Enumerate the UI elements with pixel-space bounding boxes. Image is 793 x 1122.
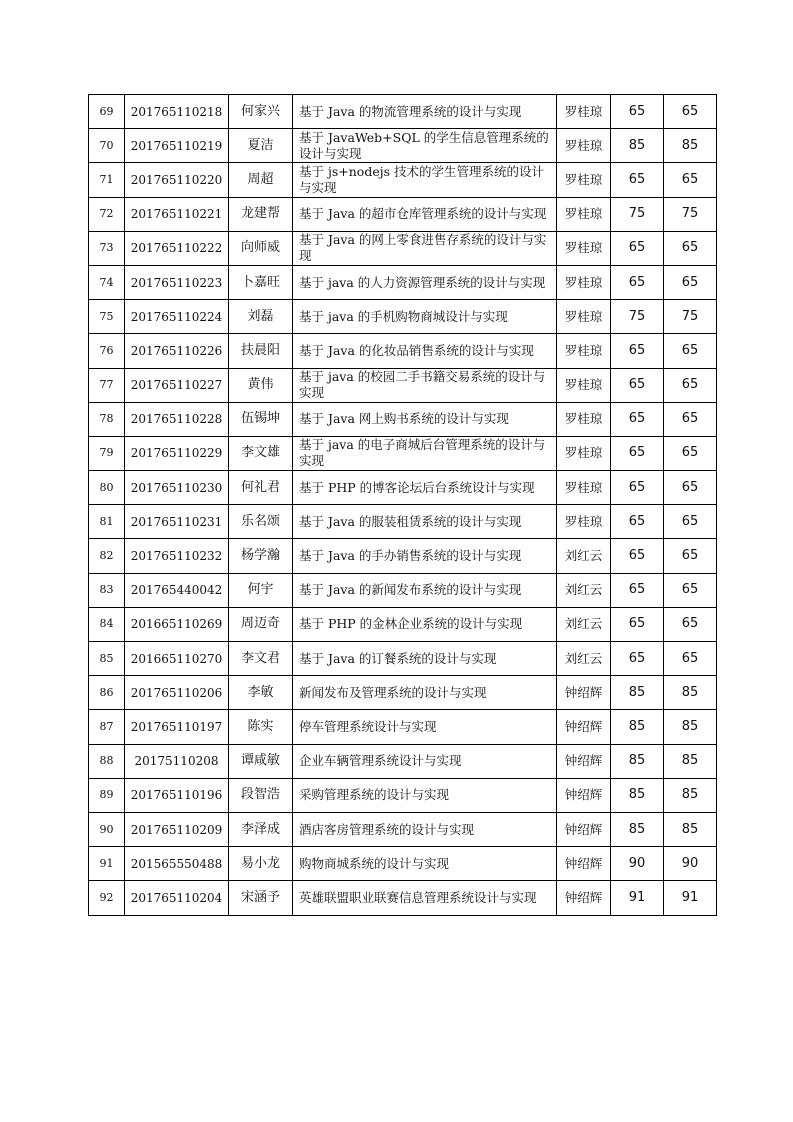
- score-2: 65: [664, 334, 717, 368]
- score-2: 85: [664, 676, 717, 710]
- score-2: 65: [664, 505, 717, 539]
- score-1: 65: [611, 607, 664, 641]
- supervisor-name: 罗桂琼: [557, 197, 611, 231]
- score-2: 65: [664, 265, 717, 299]
- student-name: 龙建帮: [229, 197, 293, 231]
- supervisor-name: 刘红云: [557, 539, 611, 573]
- student-id: 201765110218: [125, 95, 229, 129]
- row-number: 81: [89, 505, 125, 539]
- student-id: 201765110224: [125, 300, 229, 334]
- score-1: 90: [611, 847, 664, 881]
- score-1: 65: [611, 402, 664, 436]
- student-id: 201765110230: [125, 471, 229, 505]
- score-2: 75: [664, 197, 717, 231]
- supervisor-name: 罗桂琼: [557, 505, 611, 539]
- score-2: 85: [664, 778, 717, 812]
- supervisor-name: 罗桂琼: [557, 163, 611, 197]
- student-name: 陈实: [229, 710, 293, 744]
- score-2: 65: [664, 163, 717, 197]
- score-2: 65: [664, 402, 717, 436]
- supervisor-name: 钟绍辉: [557, 676, 611, 710]
- score-2: 65: [664, 436, 717, 470]
- score-1: 85: [611, 676, 664, 710]
- student-id: 201765110226: [125, 334, 229, 368]
- score-1: 65: [611, 471, 664, 505]
- table-row: [89, 129, 717, 163]
- student-id: 201665110269: [125, 607, 229, 641]
- row-number: 79: [89, 436, 125, 470]
- thesis-title: 基于 Java 的新闻发布系统的设计与实现: [293, 573, 557, 607]
- supervisor-name: 罗桂琼: [557, 300, 611, 334]
- student-id: 201765440042: [125, 573, 229, 607]
- row-number: 78: [89, 402, 125, 436]
- score-1: 85: [611, 744, 664, 778]
- table-row: [89, 881, 717, 915]
- row-number: 83: [89, 573, 125, 607]
- student-name: 李文君: [229, 642, 293, 676]
- student-name: 何礼君: [229, 471, 293, 505]
- thesis-title: 企业车辆管理系统设计与实现: [293, 744, 557, 778]
- student-name: 伍锡坤: [229, 402, 293, 436]
- student-id: 201765110220: [125, 163, 229, 197]
- supervisor-name: 罗桂琼: [557, 436, 611, 470]
- row-number: 85: [89, 642, 125, 676]
- thesis-title: 购物商城系统的设计与实现: [293, 847, 557, 881]
- student-name: 段智浩: [229, 778, 293, 812]
- score-1: 75: [611, 197, 664, 231]
- thesis-title: 基于 Java 的手办销售系统的设计与实现: [293, 539, 557, 573]
- score-2: 65: [664, 471, 717, 505]
- student-id: 201565550488: [125, 847, 229, 881]
- row-number: 73: [89, 231, 125, 265]
- table-row: [89, 197, 717, 231]
- student-id: 201765110228: [125, 402, 229, 436]
- supervisor-name: 罗桂琼: [557, 129, 611, 163]
- table-row: [89, 471, 717, 505]
- score-1: 65: [611, 163, 664, 197]
- thesis-title: 基于 java 的人力资源管理系统的设计与实现: [293, 265, 557, 299]
- thesis-title: 基于 PHP 的金林企业系统的设计与实现: [293, 607, 557, 641]
- table-row: [89, 539, 717, 573]
- score-1: 65: [611, 539, 664, 573]
- score-2: 65: [664, 231, 717, 265]
- score-1: 65: [611, 334, 664, 368]
- thesis-title: 英雄联盟职业联赛信息管理系统设计与实现: [293, 881, 557, 915]
- student-id: 201665110270: [125, 642, 229, 676]
- supervisor-name: 钟绍辉: [557, 847, 611, 881]
- score-1: 85: [611, 778, 664, 812]
- table-row: [89, 300, 717, 334]
- row-number: 82: [89, 539, 125, 573]
- table-body: [89, 95, 717, 916]
- student-name: 夏洁: [229, 129, 293, 163]
- student-name: 卜嘉旺: [229, 265, 293, 299]
- student-id: 201765110209: [125, 812, 229, 846]
- table-row: [89, 436, 717, 470]
- score-2: 65: [664, 573, 717, 607]
- score-2: 85: [664, 812, 717, 846]
- thesis-title: 停车管理系统设计与实现: [293, 710, 557, 744]
- student-name: 李敏: [229, 676, 293, 710]
- table-row: [89, 402, 717, 436]
- table-row: [89, 676, 717, 710]
- student-name: 刘磊: [229, 300, 293, 334]
- thesis-title: 基于 java 的电子商城后台管理系统的设计与实现: [293, 436, 557, 470]
- row-number: 71: [89, 163, 125, 197]
- thesis-title: 酒店客房管理系统的设计与实现: [293, 812, 557, 846]
- thesis-title: 采购管理系统的设计与实现: [293, 778, 557, 812]
- student-id: 201765110197: [125, 710, 229, 744]
- student-name: 杨学瀚: [229, 539, 293, 573]
- row-number: 70: [89, 129, 125, 163]
- score-1: 91: [611, 881, 664, 915]
- score-2: 85: [664, 710, 717, 744]
- score-1: 65: [611, 95, 664, 129]
- supervisor-name: 钟绍辉: [557, 744, 611, 778]
- thesis-title: 基于 Java 的网上零食进售存系统的设计与实现: [293, 231, 557, 265]
- student-name: 周迈奇: [229, 607, 293, 641]
- student-id: 201765110232: [125, 539, 229, 573]
- table-row: [89, 368, 717, 402]
- row-number: 91: [89, 847, 125, 881]
- table-row: [89, 642, 717, 676]
- thesis-title: 基于 JavaWeb+SQL 的学生信息管理系统的设计与实现: [293, 129, 557, 163]
- score-2: 65: [664, 607, 717, 641]
- table-row: [89, 778, 717, 812]
- student-name: 宋涵予: [229, 881, 293, 915]
- table-row: [89, 95, 717, 129]
- score-1: 65: [611, 573, 664, 607]
- score-2: 85: [664, 744, 717, 778]
- score-sheet: [88, 94, 716, 916]
- supervisor-name: 罗桂琼: [557, 95, 611, 129]
- student-name: 周超: [229, 163, 293, 197]
- row-number: 76: [89, 334, 125, 368]
- student-id: 201765110196: [125, 778, 229, 812]
- table-row: [89, 744, 717, 778]
- score-1: 65: [611, 231, 664, 265]
- row-number: 74: [89, 265, 125, 299]
- score-2: 90: [664, 847, 717, 881]
- supervisor-name: 钟绍辉: [557, 710, 611, 744]
- student-id: 201765110229: [125, 436, 229, 470]
- table-row: [89, 231, 717, 265]
- grades-table: [88, 94, 717, 916]
- table-row: [89, 710, 717, 744]
- student-name: 李泽成: [229, 812, 293, 846]
- row-number: 87: [89, 710, 125, 744]
- score-2: 65: [664, 642, 717, 676]
- thesis-title: 基于 Java 的化妆品销售系统的设计与实现: [293, 334, 557, 368]
- score-1: 75: [611, 300, 664, 334]
- thesis-title: 基于 PHP 的博客论坛后台系统设计与实现: [293, 471, 557, 505]
- table-row: [89, 505, 717, 539]
- student-name: 黄伟: [229, 368, 293, 402]
- table-row: [89, 265, 717, 299]
- student-id: 201765110222: [125, 231, 229, 265]
- score-2: 75: [664, 300, 717, 334]
- student-name: 何宇: [229, 573, 293, 607]
- thesis-title: 基于 Java 的超市仓库管理系统的设计与实现: [293, 197, 557, 231]
- score-2: 65: [664, 539, 717, 573]
- table-row: [89, 573, 717, 607]
- row-number: 80: [89, 471, 125, 505]
- student-id: 20175110208: [125, 744, 229, 778]
- row-number: 75: [89, 300, 125, 334]
- supervisor-name: 刘红云: [557, 642, 611, 676]
- supervisor-name: 刘红云: [557, 607, 611, 641]
- student-id: 201765110204: [125, 881, 229, 915]
- score-2: 65: [664, 368, 717, 402]
- table-row: [89, 812, 717, 846]
- supervisor-name: 钟绍辉: [557, 881, 611, 915]
- supervisor-name: 钟绍辉: [557, 778, 611, 812]
- supervisor-name: 罗桂琼: [557, 471, 611, 505]
- table-row: [89, 334, 717, 368]
- thesis-title: 基于 Java 的服装租赁系统的设计与实现: [293, 505, 557, 539]
- thesis-title: 基于 java 的手机购物商城设计与实现: [293, 300, 557, 334]
- supervisor-name: 刘红云: [557, 573, 611, 607]
- score-1: 65: [611, 436, 664, 470]
- score-1: 85: [611, 812, 664, 846]
- thesis-title: 基于 Java 的订餐系统的设计与实现: [293, 642, 557, 676]
- student-name: 何家兴: [229, 95, 293, 129]
- thesis-title: 新闻发布及管理系统的设计与实现: [293, 676, 557, 710]
- score-1: 85: [611, 710, 664, 744]
- table-row: [89, 163, 717, 197]
- supervisor-name: 罗桂琼: [557, 231, 611, 265]
- score-2: 85: [664, 129, 717, 163]
- score-1: 65: [611, 505, 664, 539]
- score-1: 85: [611, 129, 664, 163]
- student-id: 201765110223: [125, 265, 229, 299]
- supervisor-name: 罗桂琼: [557, 402, 611, 436]
- student-name: 李文雄: [229, 436, 293, 470]
- row-number: 89: [89, 778, 125, 812]
- thesis-title: 基于 Java 网上购书系统的设计与实现: [293, 402, 557, 436]
- thesis-title: 基于 java 的校园二手书籍交易系统的设计与实现: [293, 368, 557, 402]
- student-id: 201765110221: [125, 197, 229, 231]
- row-number: 69: [89, 95, 125, 129]
- row-number: 88: [89, 744, 125, 778]
- student-name: 易小龙: [229, 847, 293, 881]
- supervisor-name: 罗桂琼: [557, 265, 611, 299]
- student-name: 扶晨阳: [229, 334, 293, 368]
- score-2: 65: [664, 95, 717, 129]
- row-number: 77: [89, 368, 125, 402]
- row-number: 72: [89, 197, 125, 231]
- row-number: 90: [89, 812, 125, 846]
- score-1: 65: [611, 265, 664, 299]
- student-id: 201765110231: [125, 505, 229, 539]
- score-1: 65: [611, 368, 664, 402]
- student-id: 201765110219: [125, 129, 229, 163]
- row-number: 92: [89, 881, 125, 915]
- row-number: 84: [89, 607, 125, 641]
- table-row: [89, 847, 717, 881]
- table-row: [89, 607, 717, 641]
- thesis-title: 基于 Java 的物流管理系统的设计与实现: [293, 95, 557, 129]
- thesis-title: 基于 js+nodejs 技术的学生管理系统的设计与实现: [293, 163, 557, 197]
- row-number: 86: [89, 676, 125, 710]
- supervisor-name: 钟绍辉: [557, 812, 611, 846]
- student-name: 向师威: [229, 231, 293, 265]
- score-2: 91: [664, 881, 717, 915]
- supervisor-name: 罗桂琼: [557, 334, 611, 368]
- student-name: 谭咸敏: [229, 744, 293, 778]
- student-id: 201765110206: [125, 676, 229, 710]
- supervisor-name: 罗桂琼: [557, 368, 611, 402]
- score-1: 65: [611, 642, 664, 676]
- student-name: 乐名颂: [229, 505, 293, 539]
- student-id: 201765110227: [125, 368, 229, 402]
